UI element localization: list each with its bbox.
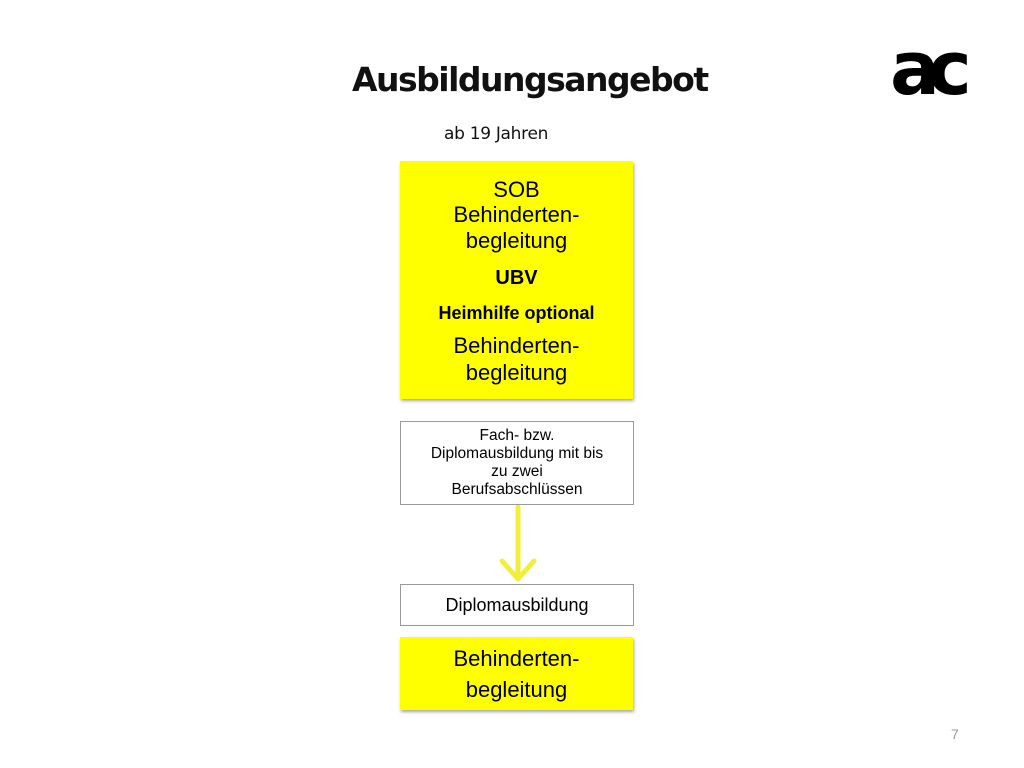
box-diplom-label: Diplomausbildung: [445, 594, 589, 615]
down-arrow: [496, 505, 540, 585]
box-sob-behindertenbegleitung: [400, 161, 633, 399]
slide-title: Ausbildungsangebot: [352, 60, 708, 99]
box-main-line5: begleitung: [465, 360, 568, 385]
box-bottom-line2: begleitung: [465, 676, 568, 702]
box-main-line1: SOB: [493, 177, 540, 202]
box-fach-line1: Fach- bzw.: [479, 427, 555, 444]
box-behindertenbegleitung: [400, 637, 633, 710]
box-diplomausbildung: [400, 584, 634, 626]
ac-logo: [890, 36, 974, 106]
box-fach-line4: Berufsabschlüssen: [451, 481, 583, 498]
box-main-line3: begleitung: [465, 228, 568, 253]
box-fach-diplomausbildung: [400, 421, 634, 505]
box-fach-line2: Diplomausbildung mit bis: [430, 445, 604, 462]
logo-text: ac: [890, 36, 960, 106]
box-main-heimhilfe: Heimhilfe optional: [438, 303, 595, 323]
box-main-line4: Behinderten-: [453, 333, 580, 358]
page-number: 7: [951, 726, 959, 742]
box-fach-line3: zu zwei: [491, 463, 543, 480]
box-main-ubv: UBV: [495, 267, 538, 289]
box-bottom-line1: Behinderten-: [453, 645, 580, 671]
box-main-line2: Behinderten-: [453, 202, 580, 227]
slide-subtitle: ab 19 Jahren: [444, 124, 549, 144]
